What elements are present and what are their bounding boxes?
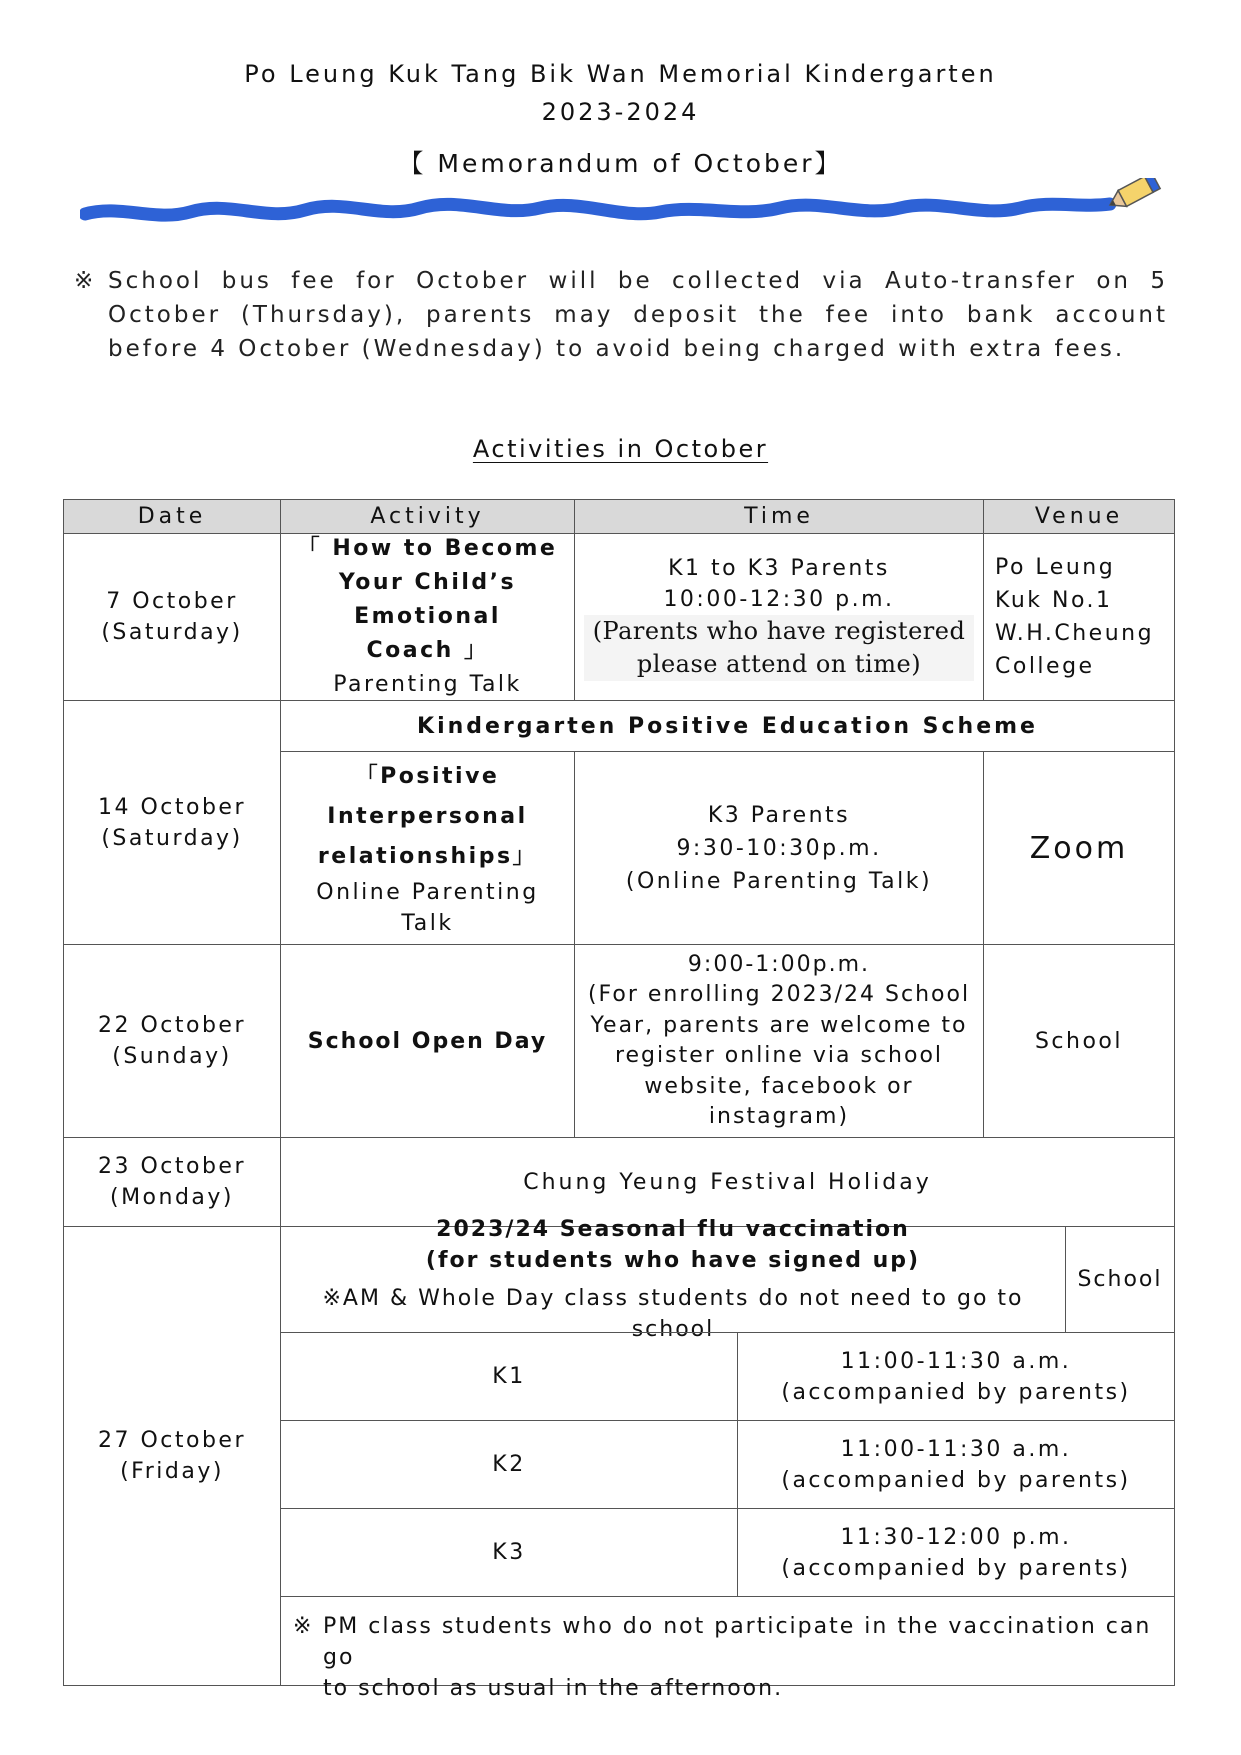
flu-vaccination: 2023/24 Seasonal flu vaccination (for students who have signed up) ※AM & Whole Day class students do not need to go to school (280, 1226, 1066, 1333)
column-header-activity: Activity (280, 499, 575, 534)
class-k1: K1 (280, 1332, 738, 1421)
column-header-time: Time (574, 499, 984, 534)
notice-mark: ※ (74, 268, 97, 294)
row3-venue: School (983, 944, 1175, 1138)
memo-title: 【 Memorandum of October】 (398, 149, 843, 178)
row2-activity: 「Positive Interpersonal relationships」 Online Parenting Talk (280, 751, 575, 945)
column-header-venue: Venue (983, 499, 1175, 534)
row5-date: 27 October (Friday) (63, 1226, 281, 1686)
class-k2: K2 (280, 1420, 738, 1509)
class-k1-time: 11:00-11:30 a.m. (accompanied by parents) (737, 1332, 1175, 1421)
row2-venue: Zoom (983, 751, 1175, 945)
registration-note: (Parents who have registered please attend on time) (584, 615, 974, 681)
row2-date: 14 October (Saturday) (63, 700, 281, 945)
activities-title: Activities in October (472, 435, 769, 463)
row4-activity: Chung Yeung Festival Holiday (280, 1137, 1175, 1227)
column-header-date: Date (63, 499, 281, 534)
row3-date: 22 October (Sunday) (63, 944, 281, 1138)
pm-class-note: ※ PM class students who do not participate in the vaccination can go to school as usual in the afternoon. (280, 1596, 1175, 1686)
row3-activity: School Open Day (280, 944, 575, 1138)
positive-education-scheme: Kindergarten Positive Education Scheme (280, 700, 1175, 752)
wavy-line (85, 204, 1110, 215)
class-k3: K3 (280, 1508, 738, 1597)
row3-time: 9:00-1:00p.m. (For enrolling 2023/24 School Year, parents are welcome to register online via school website, facebook or instagram) (574, 944, 984, 1138)
row2-time: K3 Parents 9:30-10:30p.m. (Online Parenting Talk) (574, 751, 984, 945)
row5-venue: School (1065, 1226, 1175, 1333)
wavy-line-decoration (80, 178, 1180, 238)
notice-text: School bus fee for October will be collected via Auto-transfer on 5 October (Thursday), parents may deposit the fee into bank account before 4 October (Wednesday) to avoid being charged with extra fees. (108, 268, 1168, 362)
row4-date: 23 October (Monday) (63, 1137, 281, 1227)
row1-venue: Po Leung Kuk No.1 W.H.Cheung College (983, 533, 1175, 701)
class-k3-time: 11:30-12:00 p.m. (accompanied by parents) (737, 1508, 1175, 1597)
school-name: Po Leung Kuk Tang Bik Wan Memorial Kindergarten (244, 60, 997, 88)
class-k2-time: 11:00-11:30 a.m. (accompanied by parents) (737, 1420, 1175, 1509)
row1-time: K1 to K3 Parents 10:00-12:30 p.m. (Parents who have registered please attend on time) (574, 533, 984, 701)
bus-fee-notice (74, 264, 1168, 366)
row1-activity: 「 How to Become Your Child’s Emotional Coach 」 Parenting Talk (280, 533, 575, 701)
school-year: 2023-2024 (541, 98, 700, 126)
row1-date: 7 October (Saturday) (63, 533, 281, 701)
